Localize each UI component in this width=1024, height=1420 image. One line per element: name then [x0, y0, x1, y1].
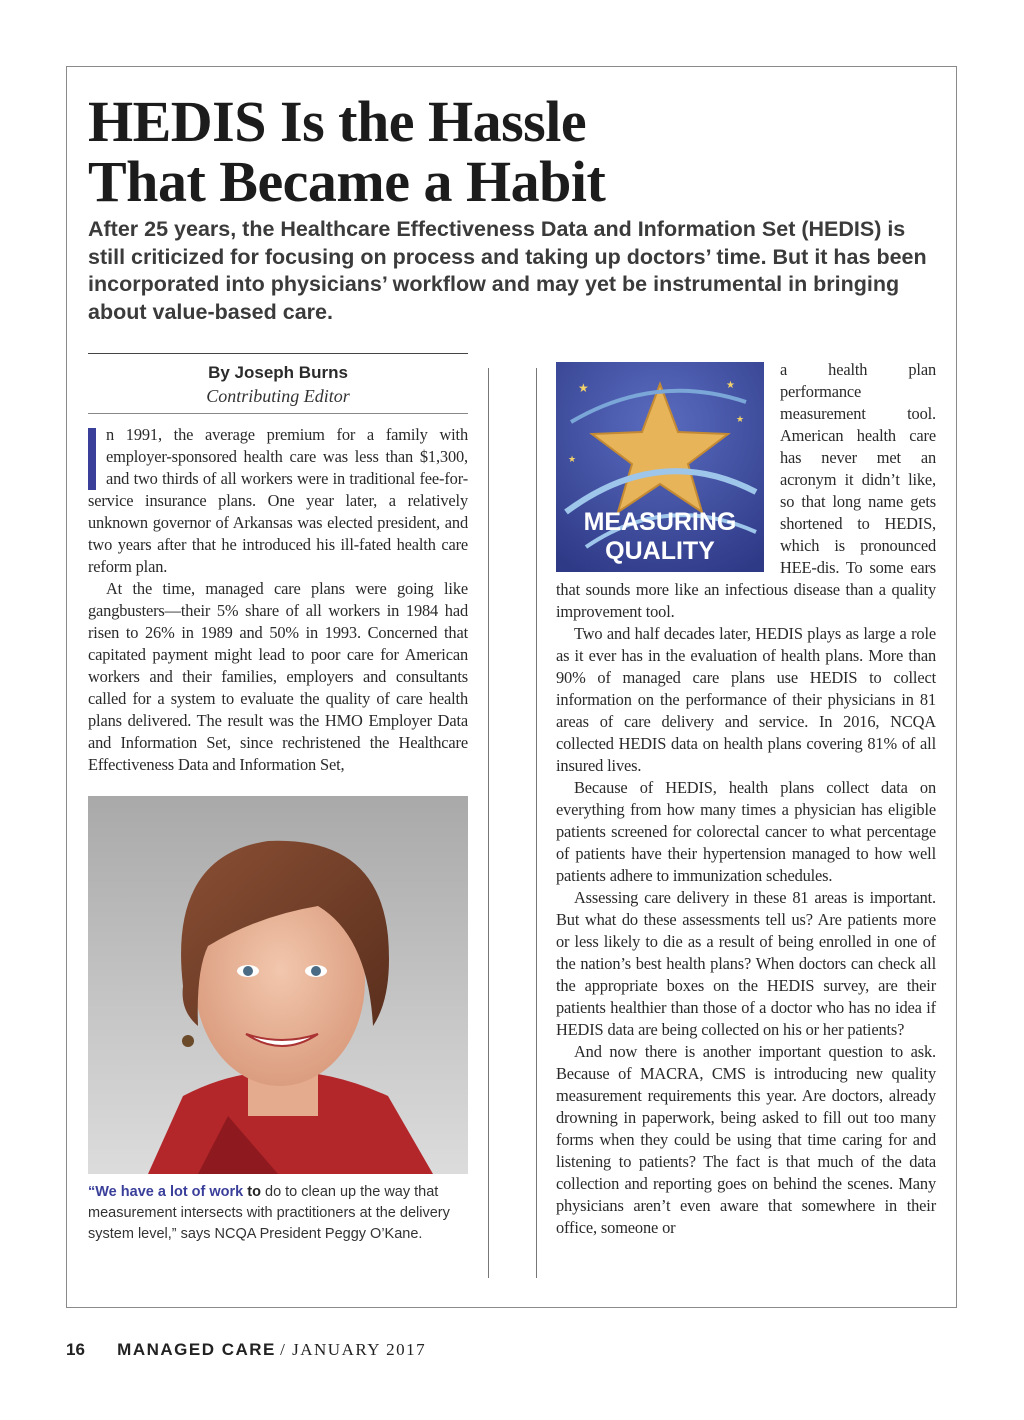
left-paragraph-2: At the time, managed care plans were going like gangbusters—their 5% share of all workers in 1984 had risen to 26% in 1989 and 50% in 1993. Concerned that capitated payment might lead to poor care for American workers and their families, employers and consultants called for a system to evaluate the quality of care health plans delivered. The result was the HMO Employer Data and Information Set, since rechristened the Healthcare Effectiveness Data and Information Set,	[88, 579, 468, 774]
badge-line-2: QUALITY	[605, 537, 715, 565]
svg-text:★: ★	[578, 381, 589, 395]
svg-text:★: ★	[568, 454, 577, 464]
caption-text: do to clean up the way that measurement intersects with practitioners at the delivery system level,” says NCQA President Peggy O’Kane.	[88, 1184, 450, 1242]
byline-top-rule	[88, 353, 468, 354]
column-divider-right	[536, 368, 537, 1278]
issue-date: / JANUARY 2017	[280, 1340, 427, 1359]
title-line-1: HEDIS Is the Hassle	[88, 89, 587, 154]
right-paragraph-2: Two and half decades later, HEDIS plays as large a role as it ever has in the evaluation of health plans. More than 90% of managed care plans use HEDIS to collect information on the performance of their physicians in 81 areas of care delivery and service. In 2016, NCQA collected HEDIS data on health plans covering 81% of all insured lives.	[556, 624, 936, 775]
left-column	[88, 424, 468, 776]
right-paragraph-1: a health plan performance measurement tool. American health care has never met an acronym it didn’t like, so that long name gets shortened to HEDIS, which is pronounced HEE-dis. To some ears that sounds more like an infectious disease than a quality improvement tool.	[556, 360, 936, 621]
portrait-photo	[88, 796, 468, 1174]
byline-role: Contributing Editor	[206, 386, 350, 406]
caption-highlight: “We have a lot of work	[88, 1184, 244, 1200]
photo-caption	[88, 1182, 468, 1245]
article-title	[88, 89, 606, 214]
right-paragraph-4: Assessing care delivery in these 81 areas is important. But what do these assessments tell us? Are patients more or less likely to die as a result of being enrolled in one of the nation’s best health plans? When doctors can check all the appropriate boxes on the HEDIS survey, are their patients healthier than those of a doctor who has no idea if HEDIS data are being collected on his or her patients?	[556, 888, 936, 1039]
byline: By Joseph Burns	[208, 363, 348, 382]
article-dek: After 25 years, the Healthcare Effectiveness Data and Information Set (HEDIS) is still criticized for focusing on process and taking up doctors’ time. But it has been incorporated into physicians’ workflow and may yet be instrumental in bringing about value-based care.	[88, 217, 927, 324]
right-column	[556, 359, 936, 1239]
magazine-name: MANAGED CARE	[117, 1340, 276, 1359]
badge-line-1: MEASURING	[583, 508, 737, 536]
column-divider-left	[488, 368, 489, 1278]
page-footer	[66, 1340, 426, 1360]
svg-text:★: ★	[736, 414, 745, 424]
badge-wrap-spacer	[556, 359, 780, 577]
right-paragraph-5: And now there is another important question to ask. Because of MACRA, CMS is introducing new quality measurement requirements this year. Are doctors, already drowning in paperwork, being asked to fill out too many forms when they could be using that time caring for and listening to patients? The fact is that much of the data collection and reporting goes on behind the scenes. Many physicians aren’t even aware that somewhere in their office, someone or	[556, 1042, 936, 1237]
caption-bold-to: to	[247, 1184, 261, 1200]
right-paragraph-3: Because of HEDIS, health plans collect data on everything from how many times a physician has eligible patients screened for colorectal cancer to what percentage of patients have their hypertension managed to how well patients adhere to immunization schedules.	[556, 778, 936, 885]
svg-text:★: ★	[726, 380, 735, 391]
byline-bottom-rule	[88, 413, 468, 414]
page-number: 16	[66, 1340, 85, 1359]
left-paragraph-1: n 1991, the average premium for a family with employer-sponsored health care was less than $1,300, and two thirds of all workers were in traditional fee-for-service insurance plans. One year later, a relatively unknown governor of Arkansas was elected president, and two years after that he introduced his ill-fated health care reform plan.	[88, 425, 468, 576]
drop-cap-bar	[88, 428, 96, 490]
title-line-2: That Became a Habit	[88, 149, 606, 214]
